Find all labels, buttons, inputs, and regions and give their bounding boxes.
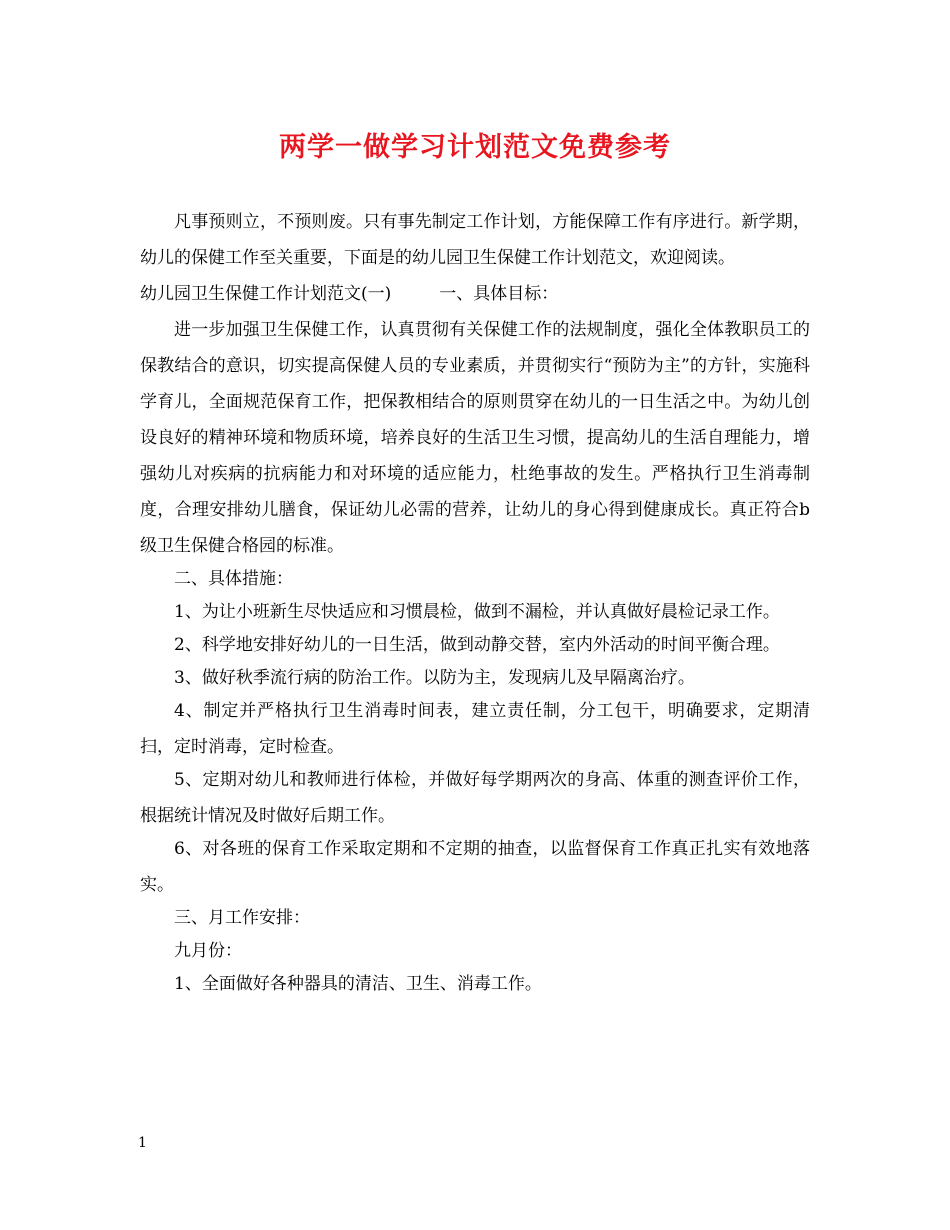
goals-heading: 一、具体目标： (439, 284, 559, 304)
measure-item-1: 1、为让小班新生尽快适应和习惯晨检，做到不漏检，并认真做好晨检记录工作。 (174, 602, 780, 622)
page-number: 1 (138, 1135, 147, 1151)
month-label: 九月份： (174, 941, 242, 961)
intro-paragraph: 凡事预则立，不预则废。只有事先制定工作计划，方能保障工作有序进行。新学期，幼儿的保健工作至关重要，下面是的幼儿园卫生保健工作计划范文，欢迎阅读。 (140, 212, 810, 268)
month-item-1: 1、全面做好各种器具的清洁、卫生、消毒工作。 (174, 974, 542, 994)
measure-item-2: 2、科学地安排好幼儿的一日生活，做到动静交替，室内外活动的时间平衡合理。 (174, 635, 780, 655)
measures-heading: 二、具体措施： (174, 569, 293, 589)
plan-subheading: 幼儿园卫生保健工作计划范文(一) (140, 284, 392, 304)
measure-item-6: 6、对各班的保育工作采取定期和不定期的抽查，以监督保育工作真正扎实有效地落实。 (140, 839, 810, 895)
measure-item-4: 4、制定并严格执行卫生消毒时间表，建立责任制，分工包干，明确要求，定期清扫，定时消毒，定时检查。 (140, 701, 810, 757)
document-body (140, 204, 810, 1002)
schedule-heading: 三、月工作安排： (174, 908, 310, 928)
subheading-line (140, 276, 810, 312)
measure-item-5: 5、定期对幼儿和教师进行体检，并做好每学期两次的身高、体重的测查评价工作，根据统计情况及时做好后期工作。 (140, 770, 810, 826)
goals-paragraph: 进一步加强卫生保健工作，认真贯彻有关保健工作的法规制度，强化全体教职员工的保教结合的意识，切实提高保健人员的专业素质，并贯彻实行“预防为主”的方针，实施科学育儿，全面规范保育工作，把保教相结合的原则贯穿在幼儿的一日生活之中。为幼儿创设良好的精神环境和物质环境，培养良好的生活卫生习惯，提高幼儿的生活自理能力，增强幼儿对疾病的抗病能力和对环境的适应能力，杜绝事故的发生。严格执行卫生消毒制度，合理安排幼儿膳食，保证幼儿必需的营养，让幼儿的身心得到健康成长。真正符合b级卫生保健合格园的标准。 (140, 320, 810, 556)
document-title: 两学一做学习计划范文免费参考 (279, 132, 671, 163)
measure-item-3: 3、做好秋季流行病的防治工作。以防为主，发现病儿及早隔离治疗。 (174, 668, 695, 688)
